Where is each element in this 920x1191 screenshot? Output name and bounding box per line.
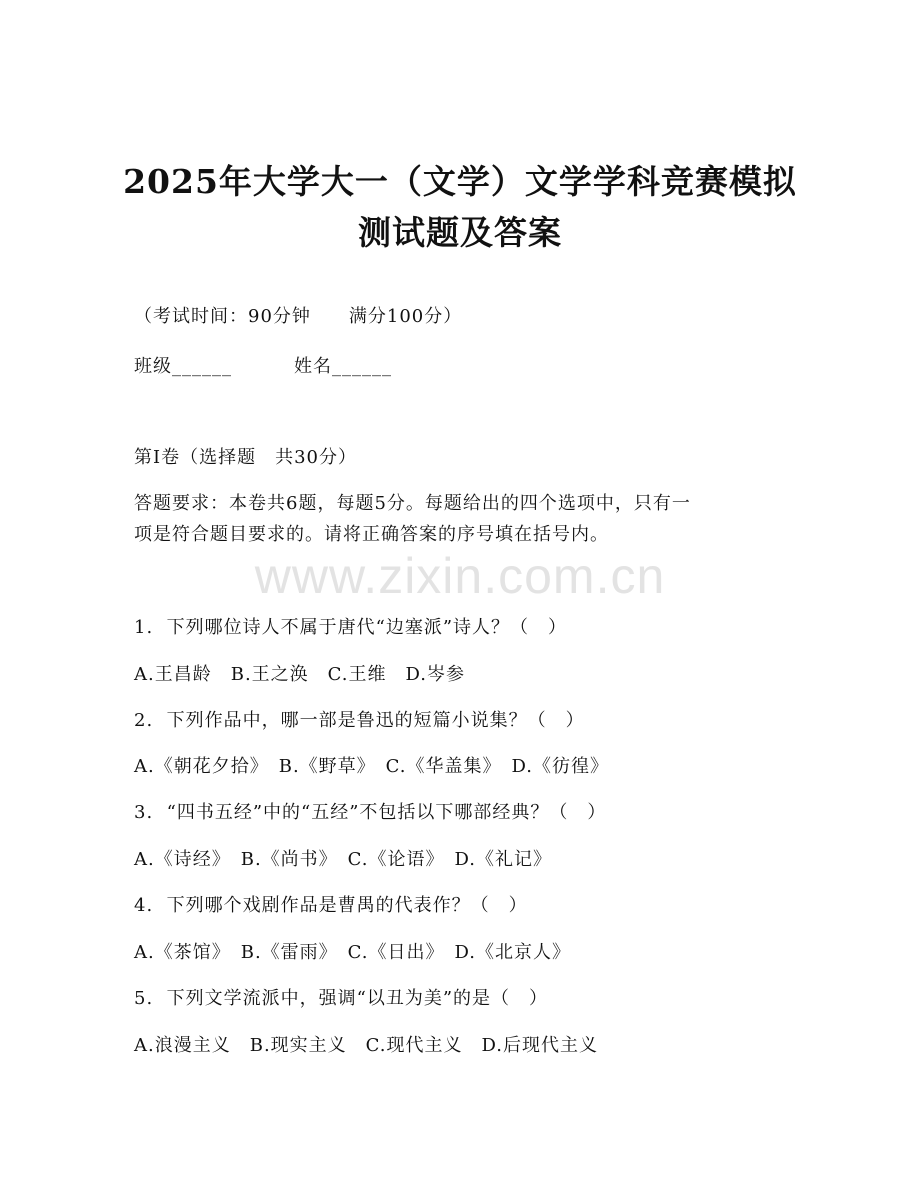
question-1-options: A.王昌龄 B.王之涣 C.王维 D.岑参 [134,664,466,685]
question-2-options: A.《朝花夕拾》 B.《野草》 C.《华盖集》 D.《彷徨》 [134,756,610,777]
question-4-options: A.《茶馆》 B.《雷雨》 C.《日出》 D.《北京人》 [134,942,572,963]
document-title-line-2: 测试题及答案 [358,213,562,252]
question-5-options: A.浪漫主义 B.现实主义 C.现代主义 D.后现代主义 [134,1035,599,1056]
question-4: 4. 下列哪个戏剧作品是曹禺的代表作？（ ） [134,895,528,916]
instructions-line-2: 项是符合题目要求的。请将正确答案的序号填在括号内。 [134,524,609,545]
question-5: 5. 下列文学流派中，强调“以丑为美”的是（ ） [134,988,549,1009]
question-3: 3. “四书五经”中的“五经”不包括以下哪部经典？（ ） [134,802,607,823]
name-field-label: 姓名______ [294,356,392,377]
document-title-line-1: 2025年大学大一（文学）文学学科竞赛模拟 [123,162,797,201]
question-3-options: A.《诗经》 B.《尚书》 C.《论语》 D.《礼记》 [134,849,553,870]
class-field-label: 班级______ [134,356,232,377]
question-2: 2. 下列作品中，哪一部是鲁迅的短篇小说集？（ ） [134,710,585,731]
instructions-line-1: 答题要求：本卷共6题，每题5分。每题给出的四个选项中，只有一 [134,493,691,514]
section-heading: 第Ⅰ卷（选择题 共30分） [134,447,358,468]
watermark: www.zixin.com.cn [254,548,666,604]
exam-info: （考试时间：90分钟 满分100分） [134,306,463,327]
question-1: 1. 下列哪位诗人不属于唐代“边塞派”诗人？（ ） [134,617,568,638]
